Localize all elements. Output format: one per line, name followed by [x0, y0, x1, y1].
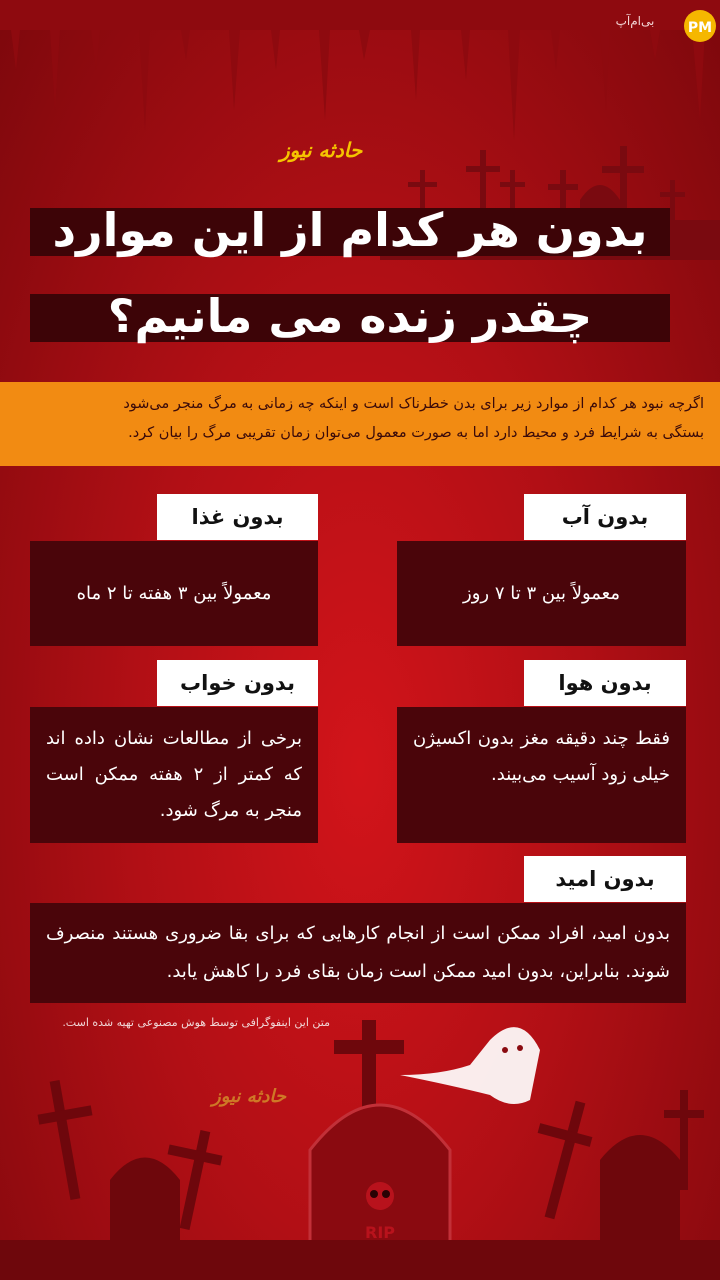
label-without-water: بدون آب	[524, 494, 686, 540]
title-line-1-text: بدون هر کدام از این موارد	[52, 203, 648, 257]
intro-line-1: اگرچه نبود هر کدام از موارد زیر برای بدن خطرناک است و اینکه چه زمانی به مرگ منجر می‌شود	[123, 396, 704, 412]
svg-text:RIP: RIP	[365, 1223, 395, 1242]
ghost-icon	[400, 1027, 540, 1104]
card-text: معمولاً بین ۳ هفته تا ۲ ماه	[76, 583, 272, 604]
label-without-food: بدون غذا	[157, 494, 318, 540]
intro-line-2: بستگی به شرایط فرد و محیط دارد اما به صورت معمول می‌توان زمان تقریبی مرگ را بیان کرد.	[128, 425, 704, 441]
card-without-food	[30, 541, 318, 646]
svg-text:PM: PM	[687, 20, 713, 36]
brand-logo: حادثه نیوز	[280, 138, 363, 162]
card-without-hope: بدون امید، افراد ممکن است از انجام کارهایی که برای بقا ضروری هستند منصرف شوند. بنابراین، بدون امید ممکن است زمان بقای فرد را کاهش یابد.	[30, 903, 686, 1003]
label-without-air: بدون هوا	[524, 660, 686, 706]
page-title-line-2	[30, 289, 670, 343]
intro-band	[0, 382, 720, 466]
ai-footnote: متن این اینفوگرافی توسط هوش مصنوعی تهیه شده است.	[62, 1016, 330, 1029]
card-without-sleep: برخی از مطالعات نشان داده اند که کمتر از ۲ هفته ممکن است منجر به مرگ شود.	[30, 707, 318, 843]
title-line-2-text: چقدر زنده می مانیم؟	[107, 289, 593, 343]
label-without-sleep: بدون خواب	[157, 660, 318, 706]
card-text: معمولاً بین ۳ تا ۷ روز	[463, 583, 620, 604]
site-name: بی‌ام‌آپ	[615, 14, 655, 28]
brand-watermark: حادثه نیوز	[212, 1086, 286, 1107]
card-without-air: فقط چند دقیقه مغز بدون اکسیژن خیلی زود آسیب می‌بیند.	[397, 707, 686, 843]
card-without-water	[397, 541, 686, 646]
label-without-hope: بدون امید	[524, 856, 686, 902]
graveyard-scene	[0, 1000, 720, 1280]
page-title-line-1	[30, 203, 670, 257]
